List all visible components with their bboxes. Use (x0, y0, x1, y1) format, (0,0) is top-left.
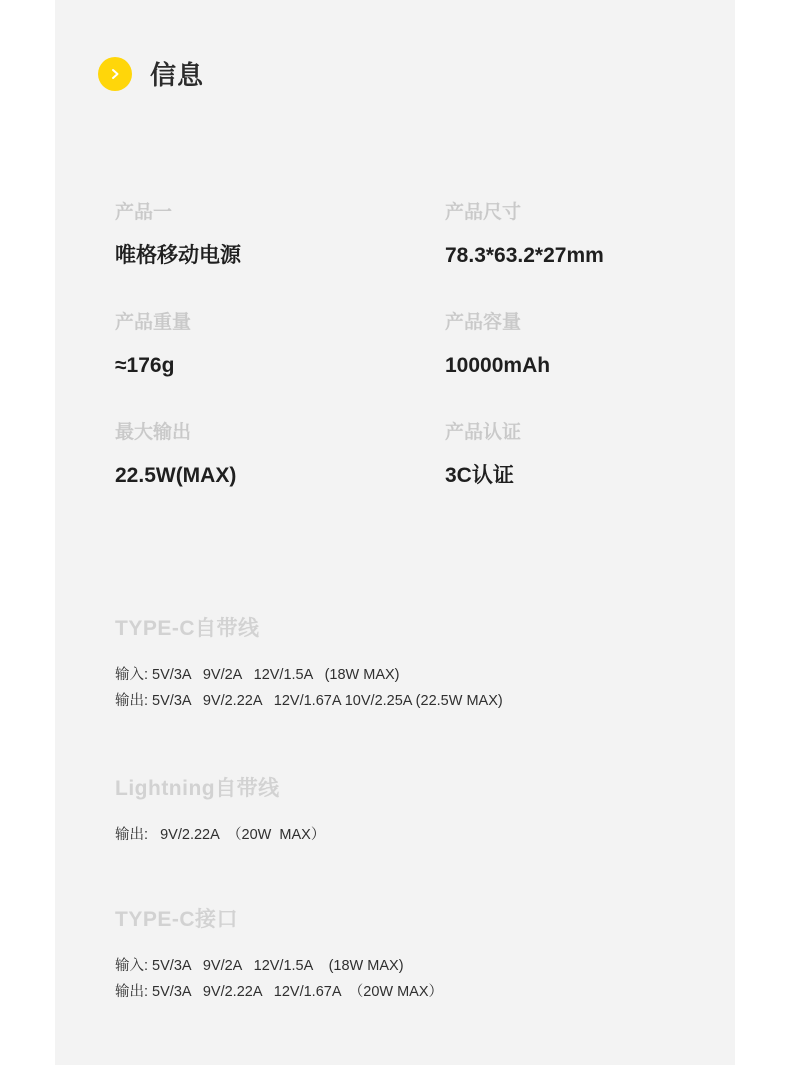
port-block-lightning-cable (115, 772, 715, 848)
spec-row (115, 420, 695, 489)
port-output-line: 输出: 5V/3A 9V/2.22A 12V/1.67A 10V/2.25A (22.5W MAX) (115, 693, 503, 709)
spec-value: 78.3*63.2*27mm (445, 244, 604, 267)
spec-row (115, 200, 695, 269)
spec-label: 产品重量 (115, 312, 192, 333)
spec-value: 3C认证 (445, 464, 514, 487)
port-input-line: 输入: 5V/3A 9V/2A 12V/1.5A (18W MAX) (115, 667, 400, 683)
port-block-typec-cable (115, 612, 715, 714)
spec-cell-product-capacity (445, 310, 695, 379)
section-header (98, 55, 204, 92)
spec-label: 产品尺寸 (445, 202, 522, 223)
port-output-line: 输出: 5V/3A 9V/2.22A 12V/1.67A （20W MAX） (115, 984, 444, 1000)
port-input-line: 输入: 5V/3A 9V/2A 12V/1.5A (18W MAX) (115, 958, 404, 974)
port-title: Lightning自带线 (115, 777, 280, 800)
spec-cell-product-weight (115, 310, 445, 379)
spec-cell-max-output (115, 420, 445, 489)
port-title: TYPE-C接口 (115, 908, 239, 931)
spec-label: 产品容量 (445, 312, 522, 333)
port-block-typec-port (115, 903, 715, 1005)
spec-label: 产品认证 (445, 422, 522, 443)
spec-label: 最大输出 (115, 422, 192, 443)
spec-value: 22.5W(MAX) (115, 464, 237, 487)
chevron-right-icon (98, 57, 132, 91)
spec-value: 10000mAh (445, 354, 551, 377)
spec-label: 产品一 (115, 202, 173, 223)
spec-cell-product-size (445, 200, 695, 269)
port-output-line: 输出: 9V/2.22A （20W MAX） (115, 827, 326, 843)
port-title: TYPE-C自带线 (115, 617, 260, 640)
spec-table (115, 200, 695, 530)
spec-value: ≈176g (115, 354, 175, 377)
page-title: 信息 (150, 60, 205, 90)
spec-cell-product-name (115, 200, 445, 269)
spec-cell-certification (445, 420, 695, 489)
spec-value: 唯格移动电源 (115, 244, 241, 267)
spec-row (115, 310, 695, 379)
